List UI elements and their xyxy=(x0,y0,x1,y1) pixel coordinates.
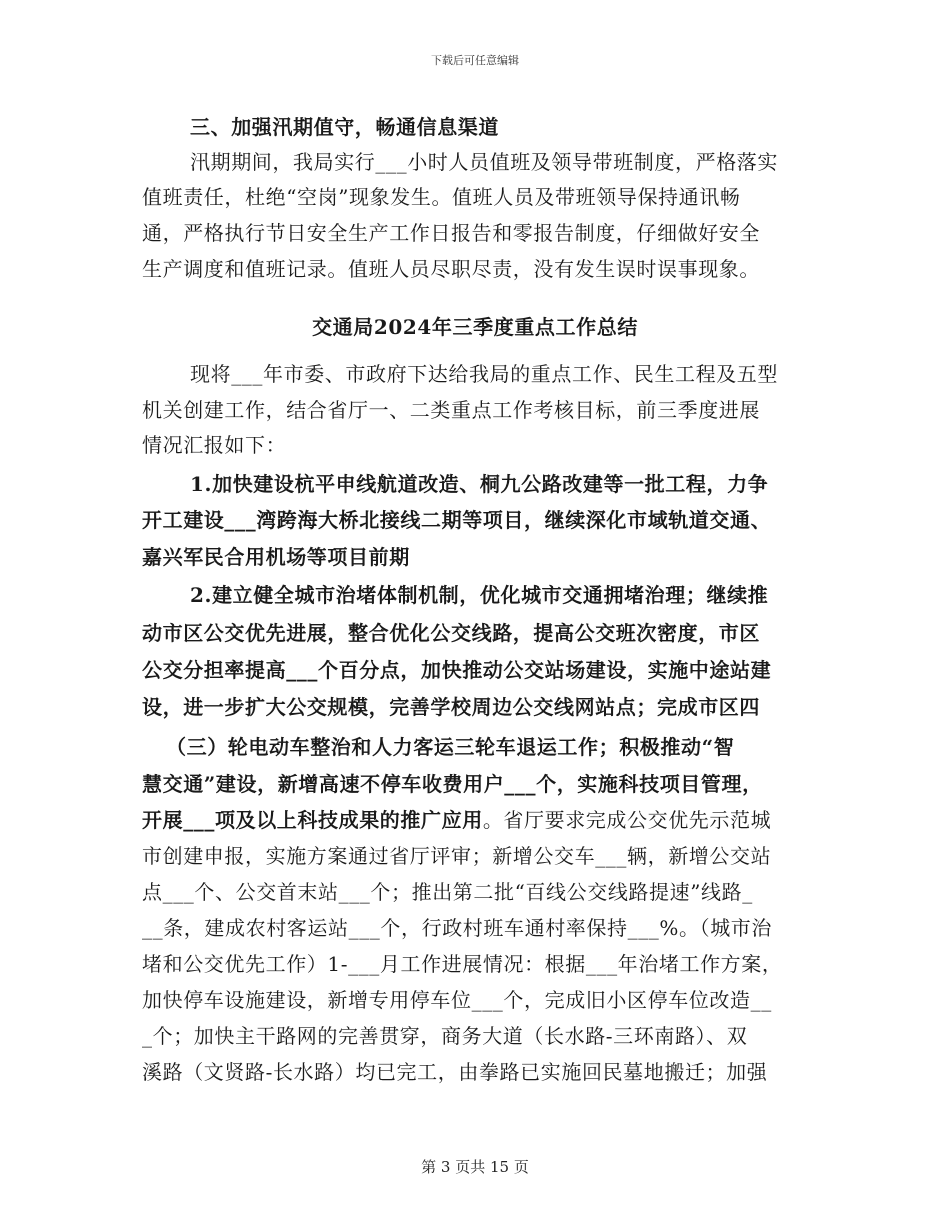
section-heading: 三、加强汛期值守，畅通信息渠道 xyxy=(190,115,499,139)
item-line: 开工建设___湾跨海大桥北接线二期等项目，继续深化市域轨道交通、 xyxy=(142,508,772,532)
paragraph-line: 生产调度和值班记录。值班人员尽职尽责，没有发生误时误事现象。 xyxy=(142,257,760,281)
paragraph-line: _个；加快主干路网的完善贯穿，商务大道（长水路-三环南路）、双 xyxy=(142,1024,748,1048)
paragraph-line: 机关创建工作，结合省厅一、二类重点工作考核目标，前三季度进展 xyxy=(142,398,760,422)
paragraph-line: 加快停车设施建设，新增专用停车位___个，完成旧小区停车位改造__ xyxy=(142,988,772,1012)
paragraph-line: __条，建成农村客运站___个，行政村班车通村率保持___%。（城市治 xyxy=(142,916,773,940)
item-line: 动市区公交优先进展，整合优化公交线路，提高公交班次密度，市区 xyxy=(142,621,760,645)
paragraph-line: 点___个、公交首末站___个；推出第二批“百线公交线路提速”线路_ xyxy=(142,880,753,904)
paragraph-line: 通，严格执行节日安全生产工作日报告和零报告制度，仔细做好安全 xyxy=(142,221,760,245)
paragraph-line: 溪路（文贤路-长水路）均已完工，由拳路已实施回民墓地搬迁；加强 xyxy=(142,1060,768,1084)
paragraph-line: 现将___年市委、市政府下达给我局的重点工作、民生工程及五型 xyxy=(190,362,778,386)
item-line: 嘉兴军民合用机场等项目前期 xyxy=(142,545,410,569)
paragraph-line: 市创建申报，实施方案通过省厅评审；新增公交车___辆，新增公交站 xyxy=(142,844,772,868)
item-line: 1.加快建设杭平申线航道改造、桐九公路改建等一批工程，力争 xyxy=(190,472,769,496)
item-line-mixed xyxy=(142,806,771,834)
paragraph-line: 汛期期间，我局实行___小时人员值班及领导带班制度，严格落实 xyxy=(190,150,778,174)
item-line: 公交分担率提高___个百分点，加快推动公交站场建设，实施中途站建 xyxy=(142,658,772,682)
item-line: 设，进一步扩大公交规模，完善学校周边公交线网站点；完成市区四 xyxy=(142,695,760,719)
document-title: 交通局2024年三季度重点工作总结 xyxy=(312,315,638,339)
paragraph-line: 值班责任，杜绝“空岗”现象发生。值班人员及带班领导保持通讯畅 xyxy=(142,185,741,209)
item-line: 慧交通”建设，新增高速不停车收费用户___个，实施科技项目管理， xyxy=(142,772,763,796)
page-footer: 第 3 页共 15 页 xyxy=(421,1158,529,1176)
item-line: （三）轮电动车整治和人力客运三轮车退运工作；积极推动“智 xyxy=(166,735,735,759)
paragraph-line: 堵和公交优先工作）1-___月工作进展情况：根据___年治堵工作方案， xyxy=(142,952,783,976)
page-header: 下载后可任意编辑 xyxy=(431,54,519,67)
bold-segment: 开展___项及以上科技成果的推广应用 xyxy=(142,808,483,832)
normal-segment: 。省厅要求完成公交优先示范城 xyxy=(482,808,772,832)
item-line: 2.建立健全城市治堵体制机制，优化城市交通拥堵治理；继续推 xyxy=(190,583,769,607)
paragraph-line: 情况汇报如下： xyxy=(142,433,287,457)
